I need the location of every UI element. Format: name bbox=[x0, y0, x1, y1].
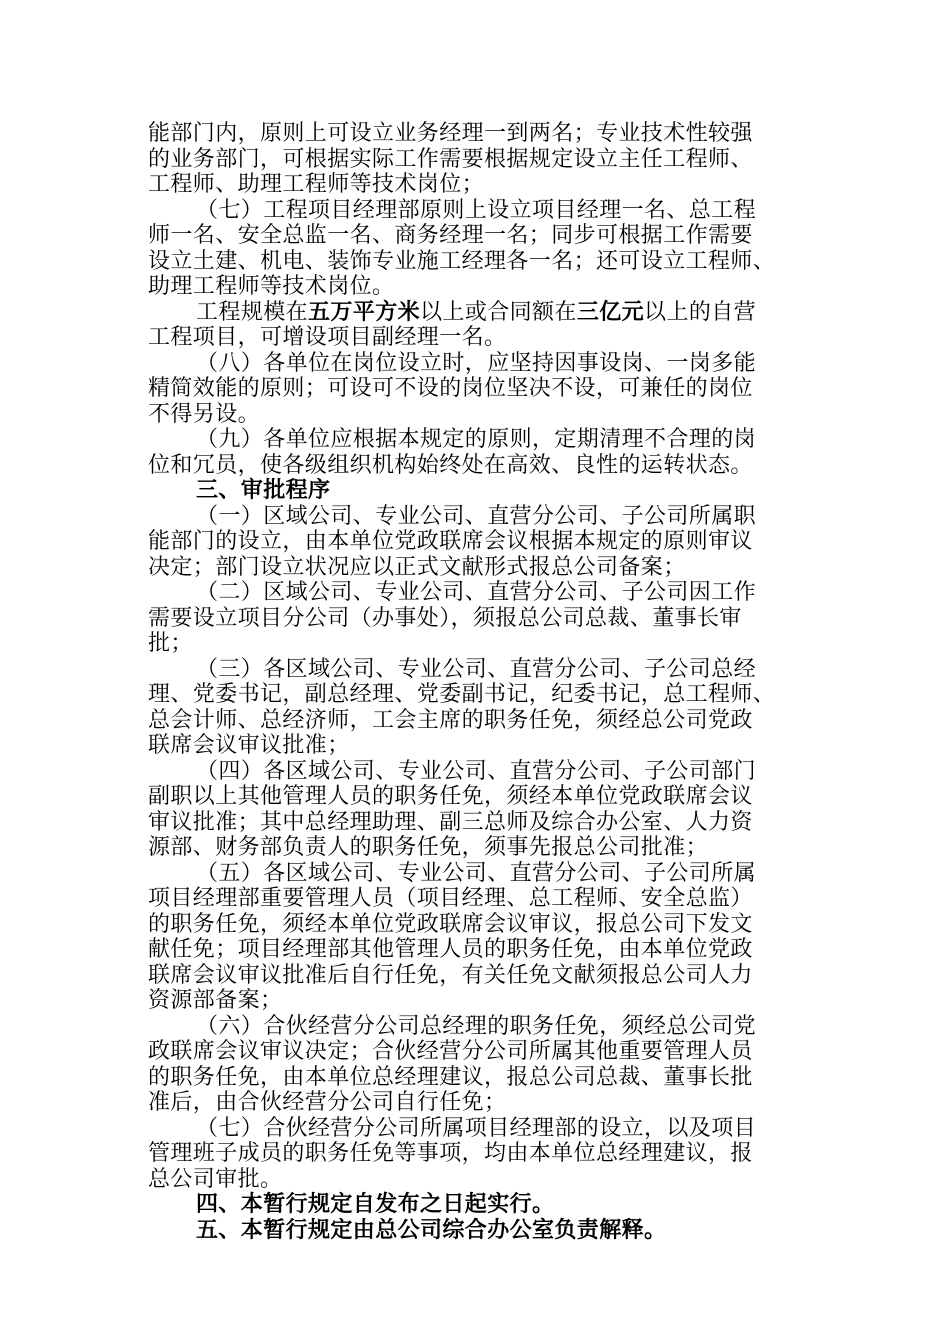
text-line: 联席会议审议批准； bbox=[148, 733, 350, 758]
document-page bbox=[148, 121, 810, 1243]
text-line: 准后，由合伙经营分公司自行任免； bbox=[148, 1090, 507, 1115]
text-run: 工程规模在 bbox=[196, 299, 309, 325]
text-line: 副职以上其他管理人员的职务任免，须经本单位党政联席会议 bbox=[148, 784, 753, 809]
emphasis-amount: 三亿元 bbox=[576, 299, 645, 325]
text-line: （三）各区域公司、专业公司、直营分公司、子公司总经 bbox=[196, 656, 757, 682]
text-line: 资源部备案； bbox=[148, 988, 283, 1013]
text-line: 源部、财务部负责人的职务任免，须事先报总公司批准； bbox=[148, 835, 709, 860]
text-line: 审议批准；其中总经理助理、副三总师及综合办公室、人力资 bbox=[148, 809, 753, 835]
text-line: 工程师、助理工程师等技术岗位； bbox=[148, 172, 485, 197]
text-line: 位和冗员，使各级组织机构始终处在高效、良性的运转状态。 bbox=[148, 452, 753, 478]
text-line: 总会计师、总经济师，工会主席的职务任免，须经总公司党政 bbox=[148, 707, 753, 733]
text-line: 理、党委书记，副总经理、党委副书记，纪委书记，总工程师、 bbox=[148, 682, 776, 707]
text-line: （一）区域公司、专业公司、直营分公司、子公司所属职 bbox=[196, 503, 757, 529]
text-line: 不得另设。 bbox=[148, 401, 261, 427]
text-line: （二）区域公司、专业公司、直营分公司、子公司因工作 bbox=[196, 580, 757, 605]
text-line: 工程项目，可增设项目副经理一名。 bbox=[148, 325, 507, 350]
text-run: 以上或合同额在 bbox=[420, 299, 577, 325]
section-heading: 四、本暂行规定自发布之日起实行。 bbox=[196, 1192, 555, 1217]
text-line: （五）各区域公司、专业公司、直营分公司、子公司所属 bbox=[196, 860, 757, 886]
text-line: （四）各区域公司、专业公司、直营分公司、子公司部门 bbox=[196, 758, 757, 784]
text-line: 的职务任免，由本单位总经理建议，报总公司总裁、董事长批 bbox=[148, 1064, 753, 1090]
text-line: 项目经理部重要管理人员（项目经理、总工程师、安全总监） bbox=[148, 886, 753, 911]
text-line: （八）各单位在岗位设立时，应坚持因事设岗、一岗多能 bbox=[196, 350, 757, 376]
section-heading: 三、审批程序 bbox=[196, 478, 331, 503]
text-run: 以上的自营 bbox=[644, 299, 757, 325]
text-line: 能部门的设立，由本单位党政联席会议根据本规定的原则审议 bbox=[148, 529, 753, 554]
section-heading: 五、本暂行规定由总公司综合办公室负责解释。 bbox=[196, 1217, 667, 1243]
text-line: 需要设立项目分公司（办事处），须报总公司总裁、董事长审 bbox=[148, 605, 742, 631]
text-line: 献任免；项目经理部其他管理人员的职务任免，由本单位党政 bbox=[148, 937, 753, 962]
text-line: （七）合伙经营分公司所属项目经理部的设立，以及项目 bbox=[196, 1115, 757, 1141]
text-line: 的业务部门，可根据实际工作需要根据规定设立主任工程师、 bbox=[148, 146, 753, 172]
text-line: 助理工程师等技术岗位。 bbox=[148, 274, 395, 299]
text-line: 精简效能的原则；可设可不设的岗位坚决不设，可兼任的岗位 bbox=[148, 376, 753, 401]
text-line: 管理班子成员的职务任免等事项，均由本单位总经理建议，报 bbox=[148, 1141, 753, 1166]
text-line: 总公司审批。 bbox=[148, 1166, 283, 1192]
text-line: 师一名、安全总监一名、商务经理一名；同步可根据工作需要 bbox=[148, 223, 753, 248]
text-line: 决定；部门设立状况应以正式文献形式报总公司备案； bbox=[148, 554, 686, 580]
text-line: （六）合伙经营分公司总经理的职务任免，须经总公司党 bbox=[196, 1013, 757, 1039]
text-line: 政联席会议审议决定；合伙经营分公司所属其他重要管理人员 bbox=[148, 1039, 753, 1064]
text-line-mixed bbox=[148, 300, 810, 326]
text-line: 设立土建、机电、装饰专业施工经理各一名；还可设立工程师、 bbox=[148, 248, 776, 274]
emphasis-area: 五万平方米 bbox=[308, 299, 421, 325]
text-line: 的职务任免，须经本单位党政联席会议审议，报总公司下发文 bbox=[148, 911, 753, 937]
text-line: （七）工程项目经理部原则上设立项目经理一名、总工程 bbox=[196, 197, 757, 223]
text-line: （九）各单位应根据本规定的原则，定期清理不合理的岗 bbox=[196, 427, 757, 452]
text-line: 联席会议审议批准后自行任免，有关任免文献须报总公司人力 bbox=[148, 962, 753, 988]
text-line: 能部门内，原则上可设立业务经理一到两名；专业技术性较强 bbox=[148, 121, 753, 146]
text-line: 批； bbox=[148, 631, 193, 656]
